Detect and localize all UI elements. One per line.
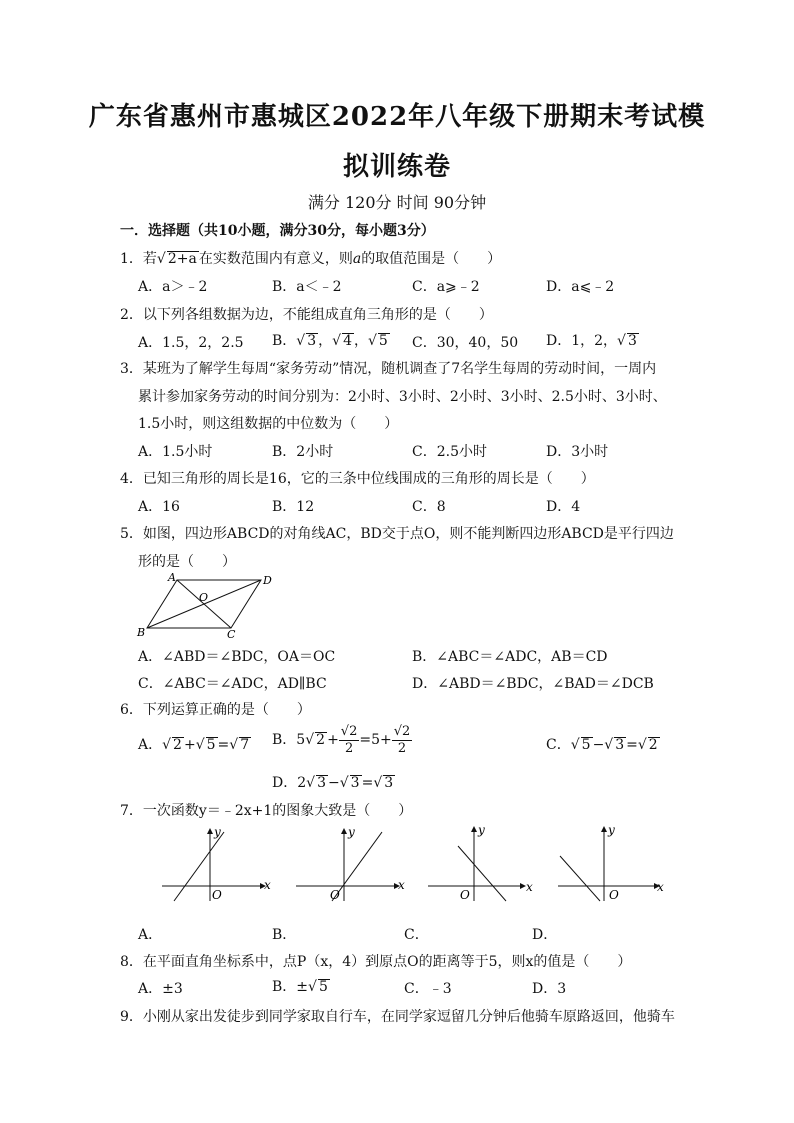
y-axis-arrow [341, 828, 347, 834]
q8-option-b[interactable]: B．±√ 5 [272, 979, 328, 995]
q3-option-a[interactable]: A．1.5小时 [138, 444, 213, 460]
question-2: 2．以下列各组数据为边，不能组成直角三角形的是（ ） [120, 307, 493, 323]
parallelogram-figure [134, 570, 276, 640]
q8-option-d[interactable]: D．3 [532, 981, 567, 997]
question-6: 6．下列运算正确的是（ ） [120, 702, 311, 718]
q2-option-b[interactable]: B．√ 3 ，√ 4 ，√ 5 [272, 333, 388, 349]
q7-option-b[interactable]: B． [272, 927, 297, 943]
exam-title-line2: 拟训练卷 [342, 152, 451, 182]
origin-label: O [609, 888, 619, 902]
q3-option-b[interactable]: B．2小时 [272, 444, 334, 460]
q7-option-c[interactable]: C． [404, 927, 429, 943]
section-heading-choice: 一．选择题（共10小题，满分30分，每小题3分） [120, 223, 435, 239]
q4-option-a[interactable]: A．16 [138, 499, 180, 515]
y-axis-label: y [478, 823, 485, 837]
q4-option-d[interactable]: D．4 [546, 499, 581, 515]
question-4: 4．已知三角形的周长是16，它的三条中位线围成的三角形的周长是（ ） [120, 471, 595, 487]
vertex-label-b: B [137, 626, 146, 639]
x-axis-label: x [657, 880, 664, 894]
q2-option-d[interactable]: D．1，2，√ 3 [546, 333, 637, 349]
q1-option-c[interactable]: C．a⩾﹣2 [412, 279, 480, 295]
exam-title-line1: 广东省惠州市惠城区2022年八年级下册期末考试模 [88, 102, 706, 132]
y-axis-arrow [207, 828, 213, 834]
x-axis-label: x [264, 878, 271, 892]
q8-option-a[interactable]: A．±3 [138, 981, 183, 997]
q6-option-d[interactable]: D．2√ 3 −√ 3 =√ 3 [272, 775, 394, 791]
question-8: 8．在平面直角坐标系中，点P（x，4）到原点O的距离等于5，则x的值是（ ） [120, 954, 632, 970]
diagonal-bd [147, 580, 261, 628]
vertex-label-a: A [168, 571, 176, 584]
q8-option-c[interactable]: C．﹣3 [404, 981, 452, 997]
exam-subtitle: 满分 120分 时间 90分钟 [307, 193, 487, 212]
q2-option-a[interactable]: A．1.5，2，2.5 [138, 335, 244, 351]
vertex-label-c: C [227, 628, 236, 640]
q2-option-c[interactable]: C．30，40，50 [412, 335, 519, 351]
origin-label: O [330, 888, 340, 902]
q7-option-d[interactable]: D． [532, 927, 558, 943]
q1-option-d[interactable]: D．a⩽﹣2 [546, 279, 615, 295]
question-9-line1: 9．小刚从家出发徒步到同学家取自行车，在同学家逗留几分钟后他骑车原路返回，他骑车 [120, 1009, 675, 1025]
center-label-o: O [199, 591, 209, 604]
x-axis-label: x [398, 878, 405, 892]
graph-option-b [294, 826, 410, 902]
y-axis-label: y [214, 826, 221, 839]
q6-option-b[interactable]: B．5√ 2 + $\frac{√2}{2}$ =5+ $\frac{√2}{2}$ [272, 724, 411, 756]
question-5-line2: 形的是（ ） [138, 554, 236, 570]
q4-option-b[interactable]: B．12 [272, 499, 315, 515]
y-axis-label: y [348, 826, 355, 839]
question-3-line3: 1.5小时，则这组数据的中位数为（ ） [138, 416, 399, 432]
origin-label: O [460, 888, 470, 902]
q7-option-a[interactable]: A． [138, 927, 163, 943]
q6-option-a[interactable]: A．√ 2 +√ 5 =√ 7 [138, 737, 250, 753]
function-line [560, 856, 600, 901]
question-3-line1: 3．某班为了解学生每周“家务劳动”情况，随机调查了7名学生每周的劳动时间，一周内 [120, 361, 657, 377]
q4-option-c[interactable]: C．8 [412, 499, 446, 515]
q1-option-a[interactable]: A．a＞﹣2 [138, 279, 208, 295]
q1-option-b[interactable]: B．a＜﹣2 [272, 279, 342, 295]
origin-label: O [212, 888, 222, 902]
y-axis-arrow [601, 826, 607, 832]
q5-option-b[interactable]: B．∠ABC＝∠ADC，AB＝CD [412, 649, 608, 665]
y-axis-arrow [471, 826, 477, 832]
y-axis-label: y [608, 823, 615, 837]
graph-option-d [556, 822, 668, 902]
q3-option-c[interactable]: C．2.5小时 [412, 444, 487, 460]
question-7: 7．一次函数y＝﹣2x+1的图象大致是（ ） [120, 803, 413, 819]
vertex-label-d: D [263, 574, 272, 587]
question-5-line1: 5．如图，四边形ABCD的对角线AC，BD交于点O，则不能判断四边形ABCD是平行四边 [120, 526, 674, 542]
q5-option-c[interactable]: C．∠ABC＝∠ADC，AD∥BC [138, 676, 327, 692]
graph-option-c [426, 822, 536, 902]
q5-option-d[interactable]: D．∠ABD＝∠BDC，∠BAD＝∠DCB [412, 676, 654, 692]
question-3-line2: 累计参加家务劳动的时间分别为：2小时、3小时、2小时、3小时、2.5小时、3小时、 [138, 389, 667, 405]
graph-option-a [160, 826, 276, 902]
q5-option-a[interactable]: A．∠ABD＝∠BDC，OA＝OC [138, 649, 336, 665]
q6-option-c[interactable]: C．√ 5 −√ 3 =√ 2 [546, 737, 658, 753]
q3-option-d[interactable]: D．3小时 [546, 444, 609, 460]
question-1: 1．若√ 2+a 在实数范围内有意义，则a的取值范围是（ ） [120, 251, 502, 267]
x-axis-label: x [526, 880, 533, 894]
q1-radicand: 2+a [167, 251, 197, 267]
